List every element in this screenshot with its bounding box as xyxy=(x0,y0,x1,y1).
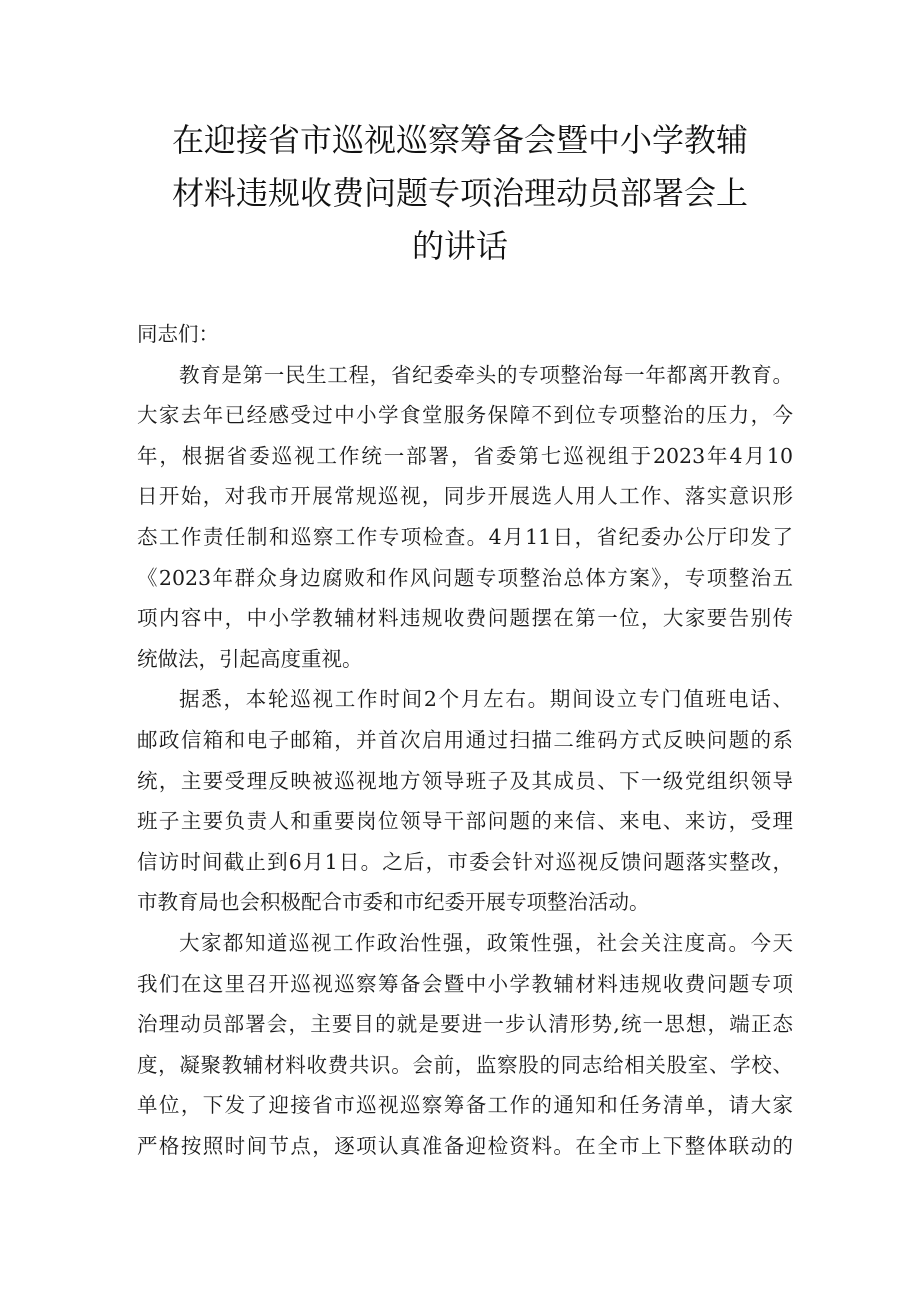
speech-body xyxy=(137,314,793,1166)
text-line: 据悉，本轮巡视工作时间2个月左右。期间设立专门值班电话、 xyxy=(179,687,793,712)
text-line: 我们在这里召开巡视巡察筹备会暨中小学教辅材料违规收费问题专项 xyxy=(137,971,793,996)
text-line: 统，主要受理反映被巡视地方领导班子及其成员、下一级党组织领导 xyxy=(137,768,793,793)
text-line: 市教育局也会积极配合市委和市纪委开展专项整治活动。 xyxy=(137,890,650,915)
text-line: 教育是第一民生工程，省纪委牵头的专项整治每一年都离开教育。 xyxy=(179,362,793,387)
text-line: 项内容中，中小学教辅材料违规收费问题摆在第一位，大家要告别传 xyxy=(137,606,793,631)
text-line: 年，根据省委巡视工作统一部署，省委第七巡视组于2023年4月10 xyxy=(137,443,793,468)
text-line: 班子主要负责人和重要岗位领导干部问题的来信、来电、来访，受理 xyxy=(137,809,793,834)
text-line: 严格按照时间节点，逐项认真准备迎检资料。在全市上下整体联动的 xyxy=(137,1133,793,1158)
text-line: 大家都知道巡视工作政治性强，政策性强，社会关注度高。今天 xyxy=(179,930,793,955)
text-line: 统做法，引起高度重视。 xyxy=(137,646,363,671)
text-line: 治理动员部署会，主要目的就是要进一步认清形势,统一思想，端正态 xyxy=(137,1012,793,1037)
text-line: 《2023年群众身边腐败和作风问题专项整治总体方案》，专项整治五 xyxy=(137,565,793,590)
text-line: 大家去年已经感受过中小学食堂服务保障不到位专项整治的压力，今 xyxy=(137,403,793,428)
greeting: 同志们： xyxy=(137,322,219,346)
text-line: 邮政信箱和电子邮箱，并首次启用通过扫描二维码方式反映问题的系 xyxy=(137,727,793,752)
text-line: 信访时间截止到6月1日。之后，市委会针对巡视反馈问题落实整改， xyxy=(137,849,793,874)
text-line: 日开始，对我市开展常规巡视，同步开展选人用人工作、落实意识形 xyxy=(137,484,793,509)
title-line-2: 材料违规收费问题专项治理动员部署会上 xyxy=(171,174,748,212)
text-line: 单位，下发了迎接省市巡视巡察筹备工作的通知和任务清单，请大家 xyxy=(137,1093,793,1118)
text-line: 态工作责任制和巡察工作专项检查。4月11日，省纪委办公厅印发了 xyxy=(137,524,793,549)
paragraph-1 xyxy=(137,355,793,680)
paragraph-2 xyxy=(137,679,793,923)
title-line-1: 在迎接省市巡视巡察筹备会暨中小学教辅 xyxy=(171,121,748,159)
paragraph-3 xyxy=(137,923,793,1167)
title-line-3: 的讲话 xyxy=(411,227,508,265)
speech-title xyxy=(120,114,800,273)
text-line: 度，凝聚教辅材料收费共识。会前，监察股的同志给相关股室、学校、 xyxy=(137,1052,793,1077)
